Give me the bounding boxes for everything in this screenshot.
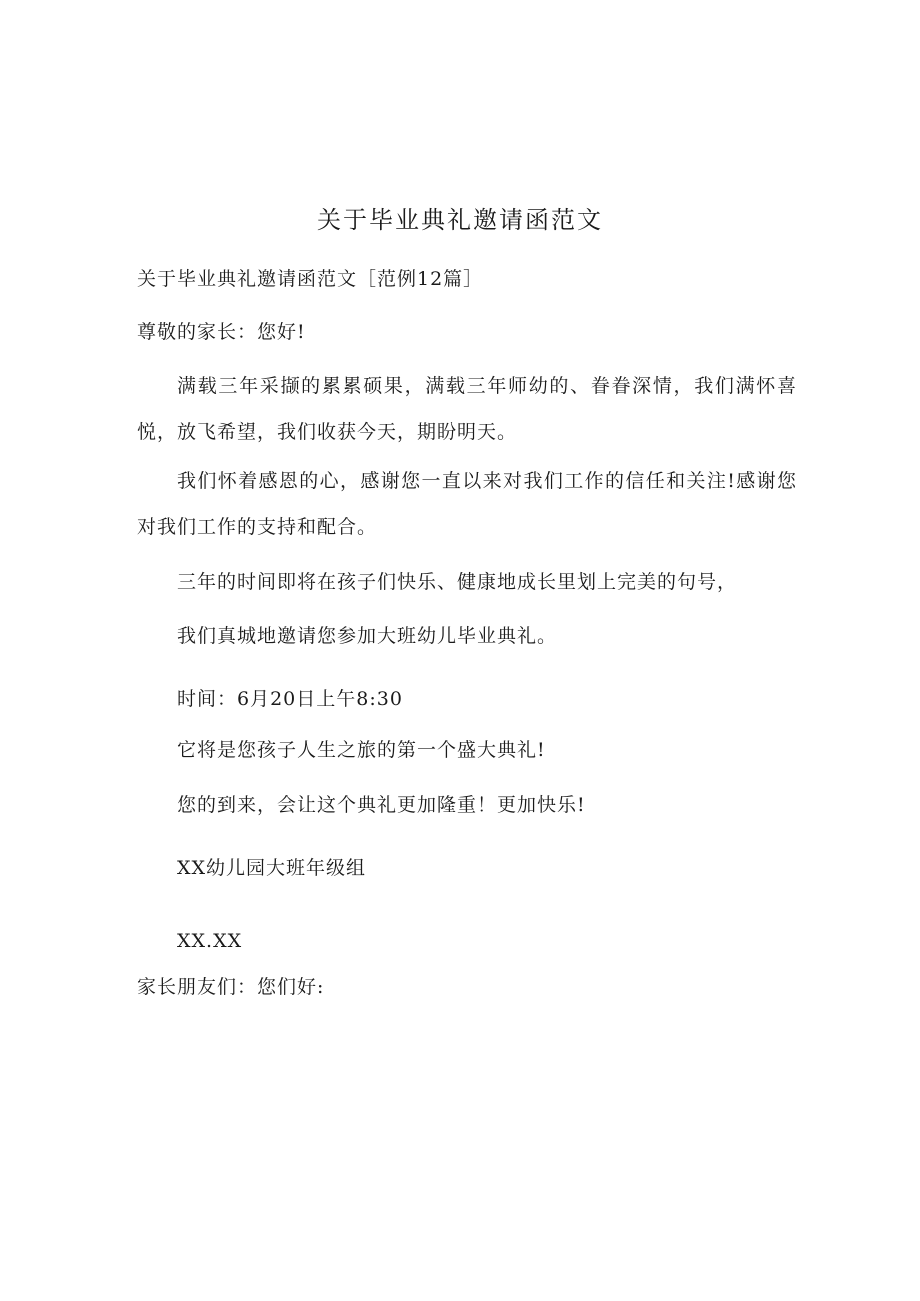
signature: XX幼儿园大班年级组 [177, 857, 367, 879]
paragraph-1: 满载三年采撷的累累硕果，满载三年师幼的、眷眷深情，我们满怀喜悦，放飞希望，我们收获今天，期盼明天。 [137, 375, 797, 443]
body-line-6: 您的到来，会让这个典礼更加隆重！更加快乐! [177, 794, 586, 816]
time-line: 时间：6月20日上午8:30 [177, 688, 403, 710]
greeting: 尊敬的家长：您好! [137, 321, 306, 343]
body-line-3: 三年的时间即将在孩子们快乐、健康地成长里划上完美的句号， [177, 571, 738, 593]
document-title: 关于毕业典礼邀请函范文 [317, 206, 603, 234]
paragraph-2: 我们怀着感恩的心，感谢您一直以来对我们工作的信任和关注!感谢您对我们工作的支持和配合。 [137, 470, 797, 538]
signature-date: XX.XX [177, 930, 243, 952]
body-line-5: 它将是您孩子人生之旅的第一个盛大典礼! [177, 739, 546, 761]
greeting-2: 家长朋友们：您们好: [137, 976, 325, 998]
document-subtitle: 关于毕业典礼邀请函范文［范例12篇］ [137, 268, 484, 290]
body-line-4: 我们真城地邀请您参加大班幼儿毕业典礼。 [177, 625, 558, 647]
